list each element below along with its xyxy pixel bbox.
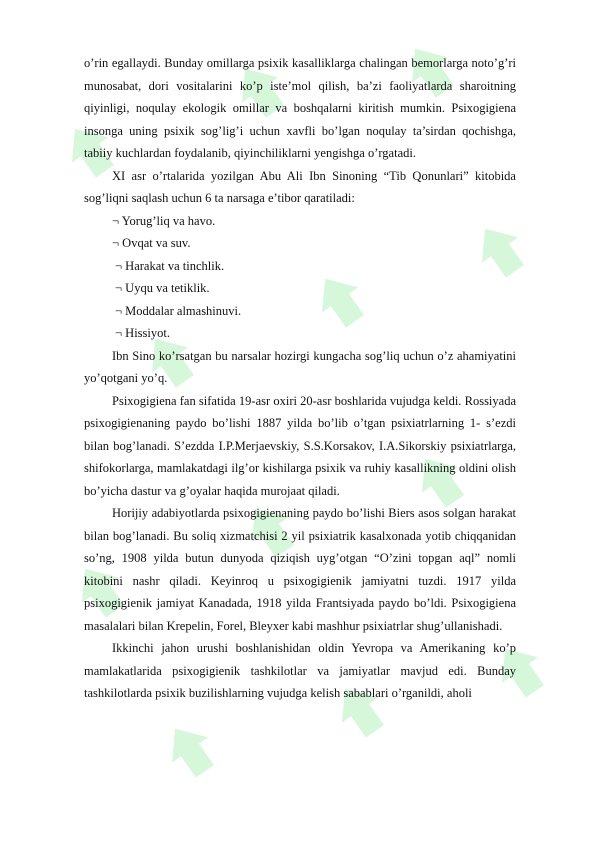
paragraph: Ibn Sino ko’rsatgan bu narsalar hozirgi kungacha sog’liq uchun o’z ahamiyatini yo’qotgani yo’q. xyxy=(84,348,516,385)
list-item: ¬ Harakat va tinchlik. xyxy=(115,258,225,273)
list-item: ¬ Hissiyot. xyxy=(115,326,170,340)
list-item: ¬ Yorug’liq va havo. xyxy=(112,213,216,228)
paragraph: Psixogigiena fan sifatida 19-asr oxiri 20-asr boshlarida vujudga keldi. Rossiyada psixogigienaning paydo bo’lishi 1887 yilda bo’lib o’tgan psixiatrlarning 1- s’ezdi bilan bog’lanadi. S’ezdda I.P.Merjaevskiy, S.S.Korsakov, I.A.Sikorskiy psixiatrlarga, shifokorlarga, mamlakatdagi ilg’or kishilarga psixik va ruhiy kasallikning oldini olish bo’yicha dastur va g’oyalar haqida murojaat qiladi. xyxy=(84,393,516,498)
paragraph: Horijiy adabiyotlarda psixogigienaning paydo bo’lishi Biers asos solgan harakat bilan bog’lanadi. Bu soliq xizmatchisi 2 yil psixiatrik kasalxonada yotib chiqqanidan so’ng, 1908 yilda butun dunyoda qiziqish uyg’otgan “O’zini topgan aql” nomli kitobini nashr qiladi. Keyinroq u psixogigienik jamiyatni tuzdi. 1917 yilda psixogigienik jamiyat Kanadada, 1918 yilda Frantsiyada paydo bo’ldi. Psixogigiena masalalari bilan Krepelin, Forel, Bleyxer kabi mashhur psixiatrlar shug’ullanishadi. xyxy=(84,506,516,633)
list-item: ¬ Moddalar almashinuvi. xyxy=(115,303,242,318)
arz-logo-icon xyxy=(160,720,220,780)
list-item: ¬ Uyqu va tetiklik. xyxy=(115,281,210,295)
paragraph: XI asr o’rtalarida yozilgan Abu Ali Ibn Sinoning “Tib Qonunlari” kitobida sog’liqni saqlash uchun 6 ta narsaga e’tibor qaratiladi: xyxy=(84,168,516,205)
paragraph: Ikkinchi jahon urushi boshlanishidan oldin Yevropa va Amerikaning ko’p mamlakatlarida psixogigienik tashkilotlar va jamiyatlar mavjud edi. Bunday tashkilotlarda psixik buzilishlarning vujudga kelish sabablari o’rganildi, aholi xyxy=(84,641,516,700)
list-item: ¬ Ovqat va suv. xyxy=(112,236,191,250)
document-body xyxy=(84,52,516,705)
watermark-logo-icon xyxy=(160,720,220,780)
paragraph: o’rin egallaydi. Bunday omillarga psixik kasalliklarga chalingan bemorlarga noto’g’ri munosabat, dori vositalarini ko’p iste’mol qilish, ba’zi faoliyatlarda sharoitning qiyinligi, noqulay ekologik omillar va boshqalarni kiritish mumkin. Psixogigiena insonga uning psixik sog’lig’i uchun xavfli bo’lgan noqulay ta’sirdan qochishga, tabiiy kuchlardan foydalanib, qiyinchiliklarni yengishga o’rgatadi. xyxy=(84,56,516,160)
